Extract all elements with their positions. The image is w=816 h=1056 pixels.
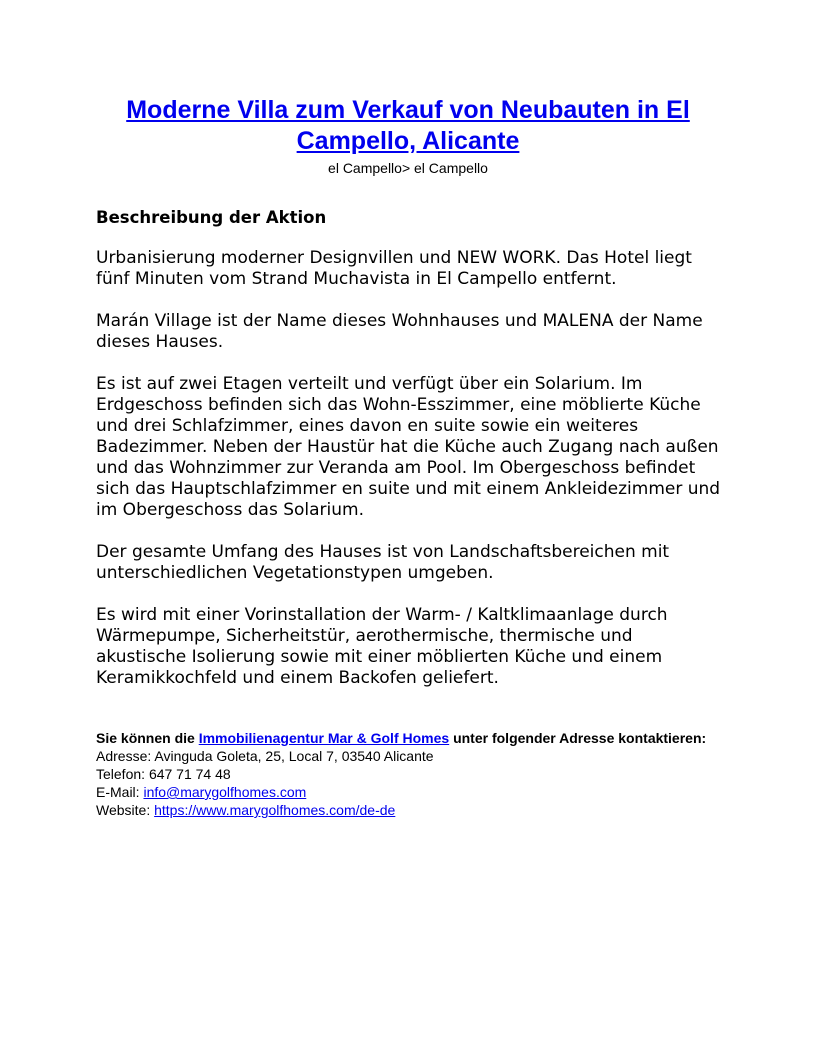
website-link[interactable]: https://www.marygolfhomes.com/de-de xyxy=(154,802,396,818)
description-paragraph-3: Es ist auf zwei Etagen verteilt und verfügt über ein Solarium. Im Erdgeschoss befinden sich das Wohn-Esszimmer, eine möblierte Küche und drei Schlafzimmer, eines davon en suite sowie ein weiteres Badezimmer. Neben der Haustür hat die Küche auch Zugang nach außen und das Wohnzimmer zur Veranda am Pool. Im Obergeschoss befindet sich das Hauptschlafzimmer en suite und mit einem Ankleidezimmer und im Obergeschoss das Solarium. xyxy=(96,374,721,520)
contact-website xyxy=(96,801,720,819)
phone-label: Telefon: xyxy=(96,766,149,782)
page-title xyxy=(96,95,720,157)
contact-intro-before: Sie können die xyxy=(96,730,199,746)
contact-block xyxy=(96,729,720,819)
contact-phone xyxy=(96,765,720,783)
title-link[interactable] xyxy=(126,96,690,155)
website-label: Website: xyxy=(96,802,155,818)
contact-email xyxy=(96,783,720,801)
agency-link[interactable]: Immobilienagentur Mar & Golf Homes xyxy=(198,730,450,746)
contact-intro xyxy=(96,729,720,747)
email-label: E-Mail: xyxy=(96,784,144,800)
phone-value: 647 71 74 48 xyxy=(148,766,231,782)
description-paragraph-4: Der gesamte Umfang des Hauses ist von Landschaftsbereichen mit unterschiedlichen Vegetationstypen umgeben. xyxy=(96,542,670,583)
section-heading: Beschreibung der Aktion xyxy=(96,208,327,227)
address-value: Avinguda Goleta, 25, Local 7, 03540 Alicante xyxy=(154,748,434,764)
title-line-2: Campello, Alicante xyxy=(296,127,520,155)
email-link[interactable]: info@marygolfhomes.com xyxy=(143,784,307,800)
description-paragraph-5: Es wird mit einer Vorinstallation der Warm- / Kaltklimaanlage durch Wärmepumpe, Sicherheitstür, aerothermische, thermische und akustische Isolierung sowie mit einer möblierten Küche und einem Keramikkochfeld und einem Backofen geliefert. xyxy=(96,605,668,688)
description-body xyxy=(96,248,726,710)
description-paragraph-2: Marán Village ist der Name dieses Wohnhauses und MALENA der Name dieses Hauses. xyxy=(96,311,703,352)
contact-intro-after: unter folgender Adresse kontaktieren: xyxy=(449,730,707,746)
address-label: Adresse: xyxy=(96,748,155,764)
title-line-1: Moderne Villa zum Verkauf von Neubauten in El xyxy=(126,96,690,124)
contact-address xyxy=(96,747,720,765)
description-paragraph-1: Urbanisierung moderner Designvillen und NEW WORK. Das Hotel liegt fünf Minuten vom Strand Muchavista in El Campello entfernt. xyxy=(96,248,692,289)
location-breadcrumb: el Campello> el Campello xyxy=(328,160,488,176)
